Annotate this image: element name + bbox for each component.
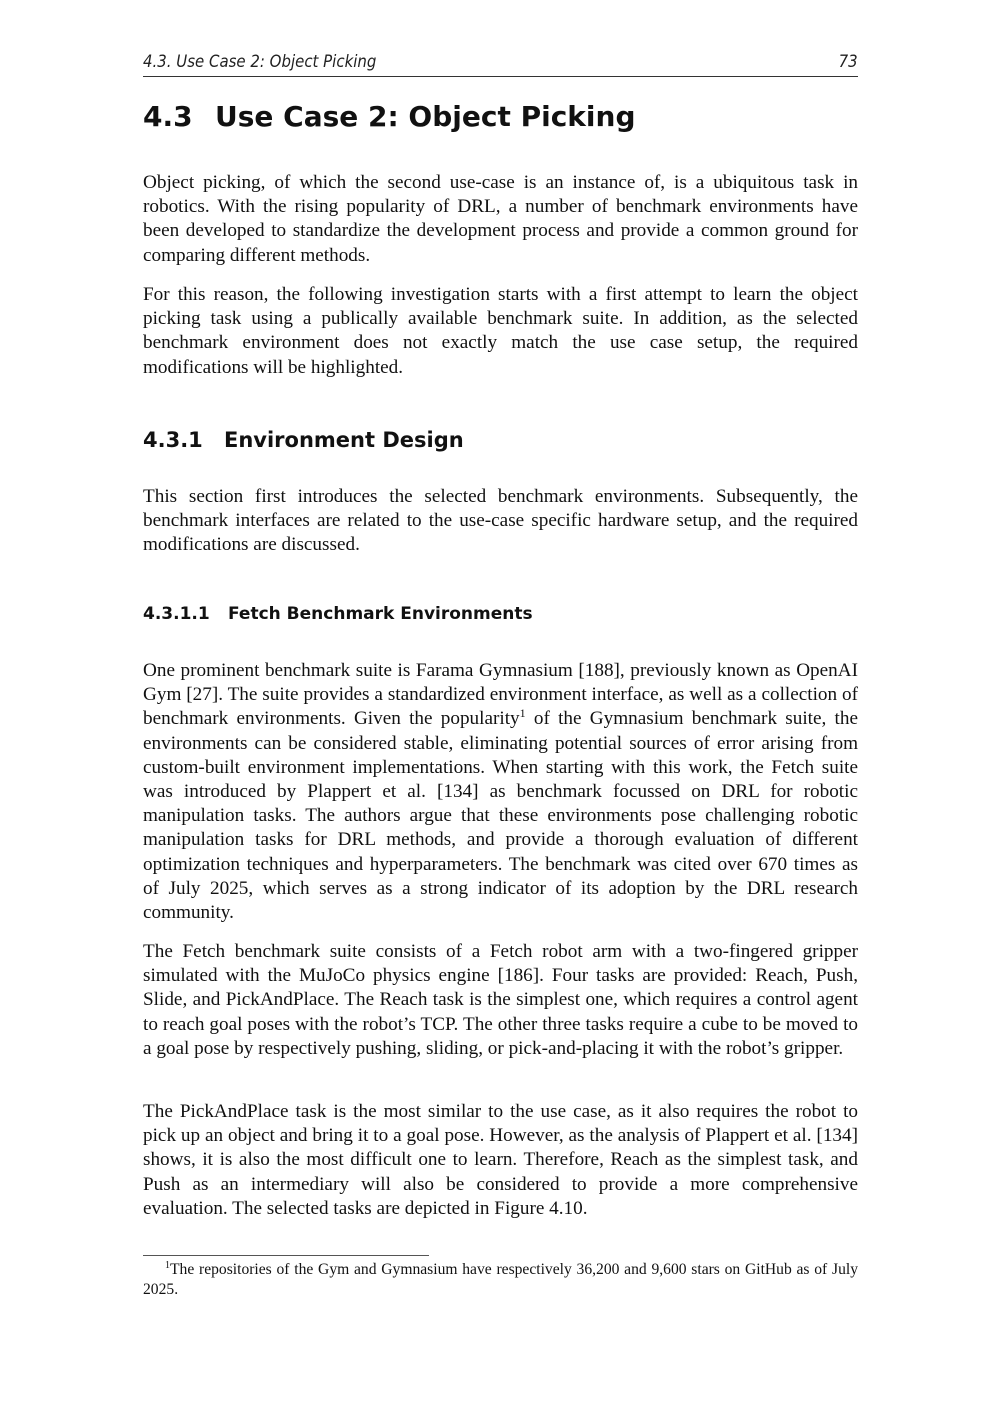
page-number: 73	[838, 52, 858, 72]
footnote-text: The repositories of the Gym and Gymnasium have respectively 36,200 and 9,600 stars on GitHub as of July 2025.	[143, 1261, 858, 1298]
footnote	[143, 1260, 858, 1300]
paragraph: The PickAndPlace task is the most similar to the use case, as it also requires the robot to pick up an object and bring it to a goal pose. However, as the analysis of Plappert et al. [134] shows, it is also the most difficult one to learn. Therefore, Reach as the simplest task, and Push as an intermediary will also be considered to provide a more comprehensive evaluation. The selected tasks are depicted in Figure 4.10.	[143, 1101, 858, 1219]
footnote-reference[interactable]: 1	[519, 706, 526, 721]
subsubsection-heading	[143, 604, 533, 624]
footnote-marker: 1	[165, 1260, 170, 1271]
section-number: 4.3	[143, 100, 193, 133]
paragraph: For this reason, the following investigation starts with a first attempt to learn the object picking task using a publically available benchmark suite. In addition, as the selected benchmark environment does not exactly match the use case setup, the required modifications will be highlighted.	[143, 284, 858, 378]
running-head-section: 4.3. Use Case 2: Object Picking	[143, 52, 377, 72]
subsubsection-number: 4.3.1.1	[143, 604, 210, 624]
subsection-heading	[143, 428, 464, 452]
paragraph: Object picking, of which the second use-case is an instance of, is a ubiquitous task in robotics. With the rising popularity of DRL, a number of benchmark environments have been developed to standardize the development process and provide a common ground for comparing different methods.	[143, 172, 858, 266]
paragraph-text: One prominent benchmark suite is Farama Gymnasium [188], previously known as OpenAI Gym [27]. The suite provides a standardized environment interface, as well as a collection of benchmark environments. Given the popularity	[143, 660, 858, 730]
paragraph	[143, 659, 858, 925]
paragraph-text: of the Gymnasium benchmark suite, the environments can be considered stable, eliminating potential sources of error arising from custom-built environment implementations. When starting with this work, the Fetch suite was introduced by Plappert et al. [134] as benchmark focussed on DRL for robotic manipulation tasks. The authors argue that these environments pose challenging robotic manipulation tasks for DRL methods, and provide a thorough evaluation of different optimization techniques and hyperparameters. The benchmark was cited over 670 times as of July 2025, which serves as a strong indicator of its adoption by the DRL research community.	[143, 708, 858, 924]
subsection-title: Environment Design	[224, 428, 464, 452]
subsubsection-title: Fetch Benchmark Environments	[228, 604, 533, 624]
running-head	[143, 50, 858, 77]
subsection-number: 4.3.1	[143, 428, 203, 452]
section-heading	[143, 100, 636, 133]
footnote-divider	[143, 1255, 429, 1256]
section-title: Use Case 2: Object Picking	[215, 100, 636, 133]
paragraph: The Fetch benchmark suite consists of a Fetch robot arm with a two-fingered gripper simulated with the MuJoCo physics engine [186]. Four tasks are provided: Reach, Push, Slide, and PickAndPlace. The Reach task is the simplest one, which requires a control agent to reach goal poses with the robot’s TCP. The other three tasks require a cube to be moved to a goal pose by respectively pushing, sliding, or pick-and-placing it with the robot’s gripper.	[143, 941, 858, 1059]
paragraph: This section first introduces the selected benchmark environments. Subsequently, the benchmark interfaces are related to the use-case specific hardware setup, and the required modifications are discussed.	[143, 486, 858, 556]
